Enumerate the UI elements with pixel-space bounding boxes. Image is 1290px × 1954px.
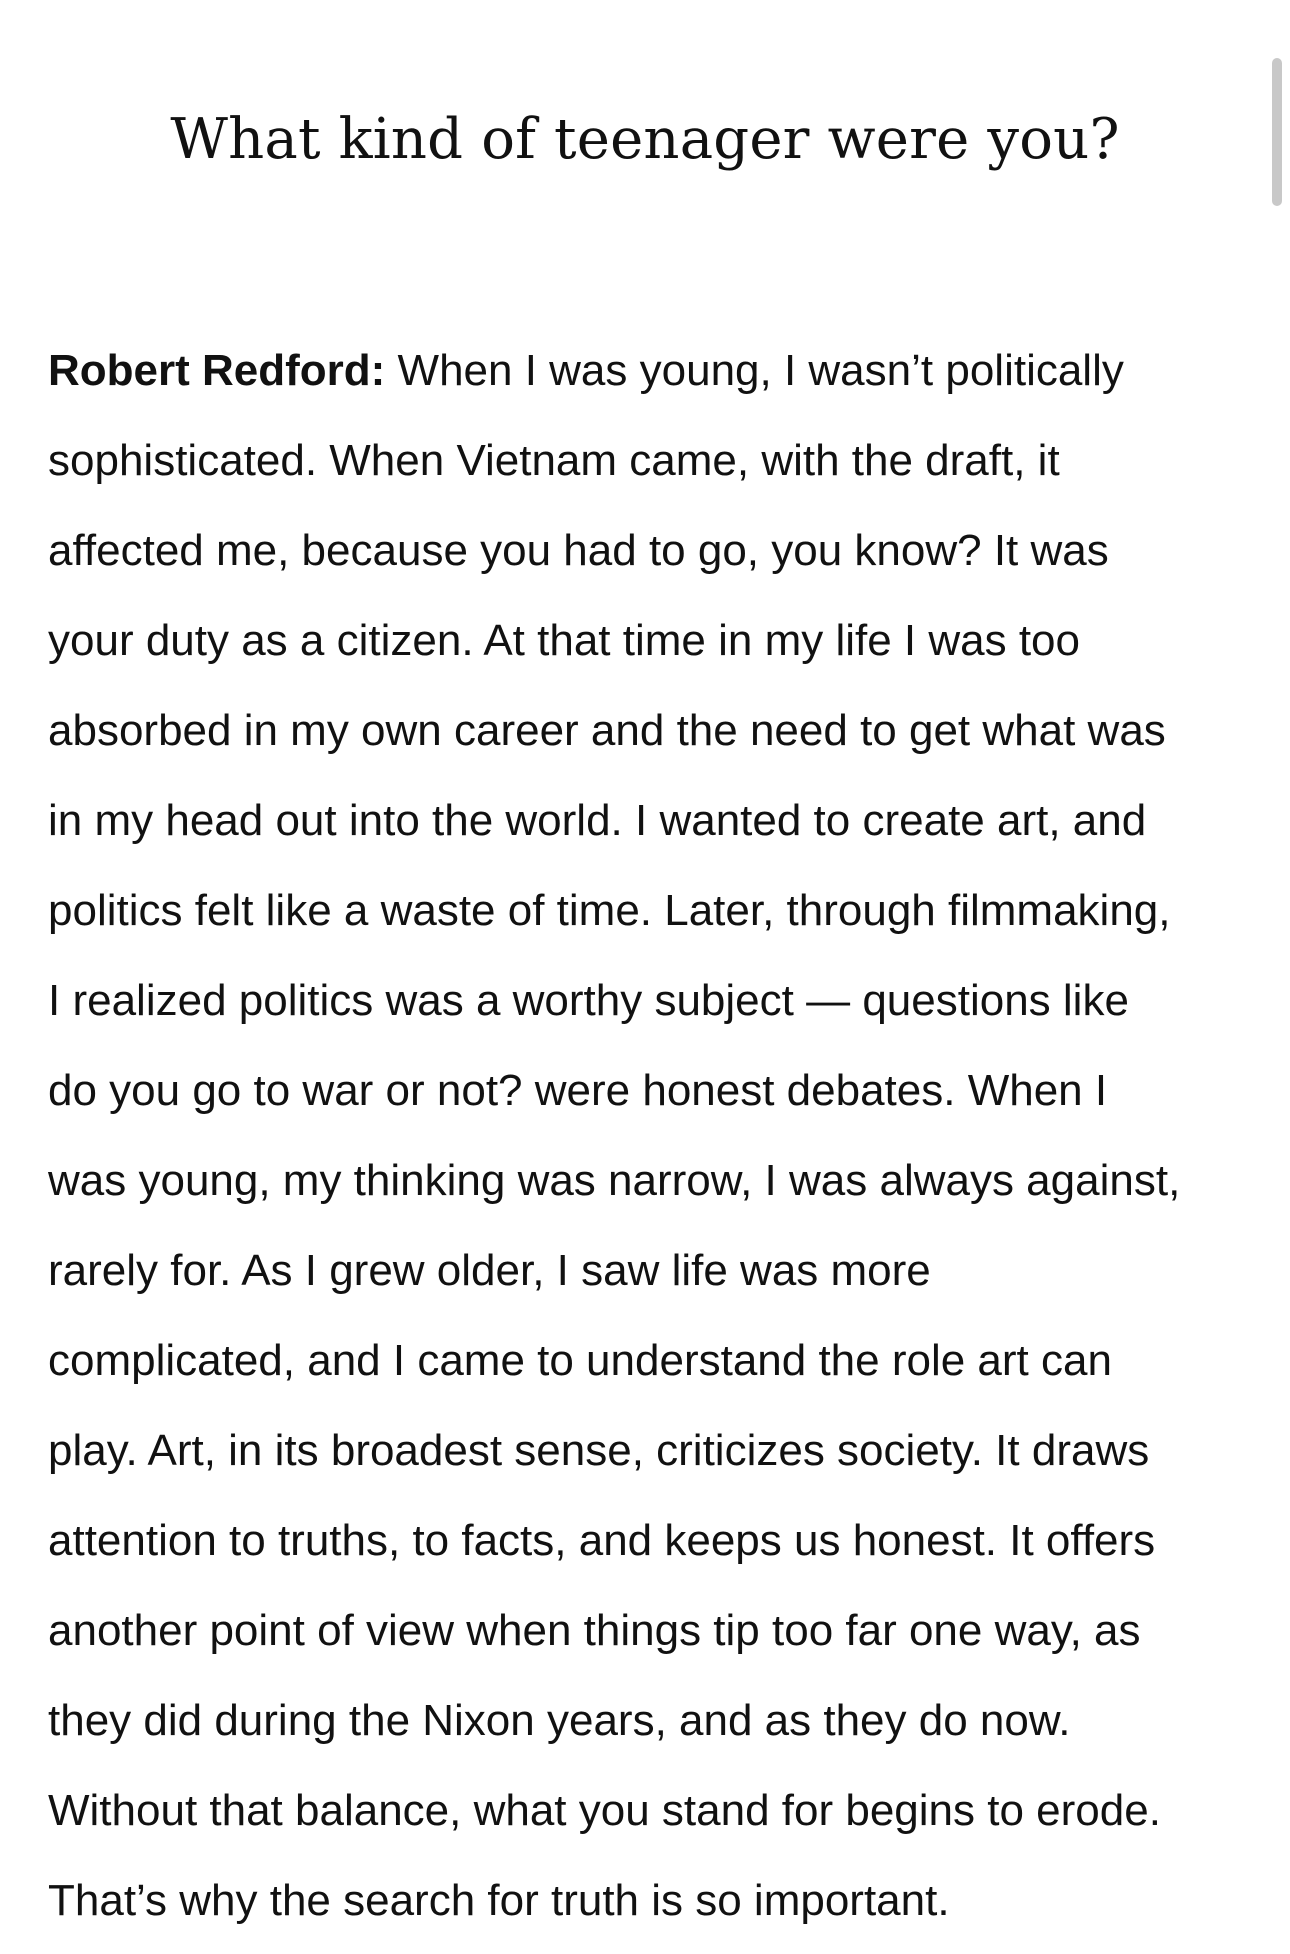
answer-line-17: Without that balance, what you stand for begins to erode. [48,1786,1161,1835]
answer-line-16: they did during the Nixon years, and as they do now. [48,1696,1071,1745]
answer-line-3: affected me, because you had to go, you know? It was [48,526,1109,575]
answer-line-6: in my head out into the world. I wanted to create art, and [48,796,1147,845]
answer-line-5: absorbed in my own career and the need to get what was [48,706,1166,755]
interview-question: What kind of teenager were you? [170,107,1120,172]
speaker-name: Robert Redford: [48,346,386,395]
interview-answer [48,326,1244,1946]
answer-line-18: That’s why the search for truth is so important. [48,1876,950,1925]
answer-line-2: sophisticated. When Vietnam came, with the draft, it [48,436,1060,485]
answer-line-4: your duty as a citizen. At that time in my life I was too [48,616,1081,665]
answer-text: When I was young, I wasn’t politically [385,346,1124,395]
answer-line-10: was young, my thinking was narrow, I was always against, [48,1156,1181,1205]
answer-line-13: play. Art, in its broadest sense, criticizes society. It draws [48,1426,1150,1475]
answer-line-12: complicated, and I came to understand the role art can [48,1336,1112,1385]
answer-line-1 [48,326,1244,416]
answer-line-8: I realized politics was a worthy subject — questions like [48,976,1129,1025]
vertical-scrollbar[interactable] [1272,58,1282,206]
answer-line-11: rarely for. As I grew older, I saw life was more [48,1246,931,1295]
answer-line-9: do you go to war or not? were honest debates. When I [48,1066,1108,1115]
answer-line-15: another point of view when things tip too far one way, as [48,1606,1141,1655]
answer-line-7: politics felt like a waste of time. Later, through filmmaking, [48,886,1171,935]
answer-line-14: attention to truths, to facts, and keeps us honest. It offers [48,1516,1156,1565]
